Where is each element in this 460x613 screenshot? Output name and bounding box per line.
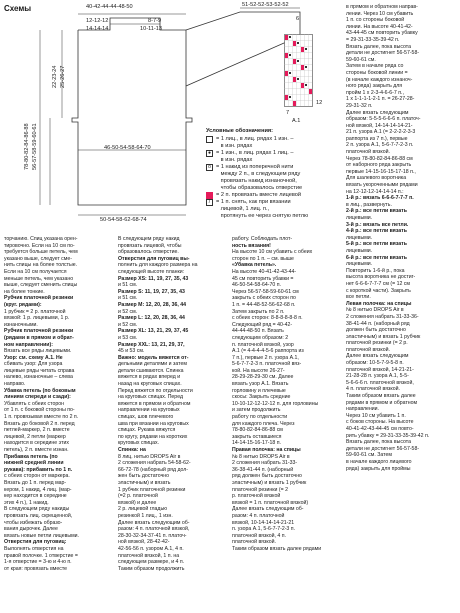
text-line: спицах, шов плечевого xyxy=(118,414,174,421)
text-line: Прибавка петель (по xyxy=(4,453,58,460)
text-line: с обеих сторон: 8-8-8-8-8-8 п. xyxy=(232,315,303,322)
text-line: сбивать узор: Для узора xyxy=(4,361,63,368)
text-line: Рубчик платочной резинки xyxy=(4,295,74,302)
text-line: кер находится в середине xyxy=(4,493,67,500)
text-line: Затем в начале ряда со xyxy=(346,63,404,70)
text-line: линии. На высоте 40-41-42- xyxy=(346,23,413,30)
text-line: Размер M: 12, 20, 28, 36, 44 xyxy=(118,301,186,308)
text-line: рядами в прямом и обратном xyxy=(346,399,418,406)
text-line: 78-80-82-84-86-88 см xyxy=(232,427,283,434)
text-line: вания дырочек. Далее xyxy=(4,526,58,533)
text-line: (круг. рядами): xyxy=(4,301,42,308)
text-line: 1 п. = 44-48-52-56-62-68 п. xyxy=(232,301,296,308)
shoulder-label: 12-12-12 xyxy=(86,18,109,24)
text-line: Таким образом вязать далее xyxy=(346,393,416,400)
text-line: 1-й р.: вязать 6-6-6-7-7-7 п. xyxy=(346,195,414,202)
text-line: Вязать до боковой 2 п. перед xyxy=(4,420,75,427)
text-line: Размер S: 11, 19, 27, 35, 43 xyxy=(118,288,185,295)
text-line: раппорта из 7 п.), первые xyxy=(346,135,408,142)
knit-symbol-icon xyxy=(206,136,213,143)
text-line: кой. На высоте 26-27- xyxy=(232,367,285,374)
neck-drop-label: 8-7-9 xyxy=(148,18,162,24)
text-line: 29-31-32 п. xyxy=(346,102,373,109)
text-line: 8 лиц. нитью DROPS Air в xyxy=(118,453,181,460)
text-line: 5-6-7-7-2-3 п. платочной вяз- xyxy=(232,361,302,368)
text-line: работу. Соблюдать плот- xyxy=(232,236,293,242)
text-line: детали не достигнет 56-57-58- xyxy=(346,445,420,452)
text-line: горловину и плечевые xyxy=(232,387,286,394)
text-line: вязкой = 1 п. платочной вязкой) xyxy=(232,499,309,506)
text-line: изнаночными. xyxy=(4,321,38,328)
text-line: Через 10 см убавить 1 п. xyxy=(346,412,406,419)
text-line: лении. Через 10 см убавить xyxy=(346,10,414,17)
text-line: вяжется в рядах вперед и xyxy=(118,374,181,381)
neck-width-label: 10-11-13 xyxy=(140,26,162,32)
text-line: сторон по 1 п. – см. выше xyxy=(232,255,294,262)
text-line: 1 х 1-1-1-1-2-1 п. = 26-27-28- xyxy=(346,96,415,103)
text-line: 28-29-28-29-30 см. Далее xyxy=(232,374,294,381)
text-line: 43-44-45 см повторить убавку xyxy=(346,30,418,37)
text-line: ряд должен быть достаточно xyxy=(232,473,302,480)
page-title: Схемы xyxy=(4,4,32,13)
text-line: 44-44-48-50 п. Вязать xyxy=(232,328,284,335)
text-column-4 xyxy=(346,4,458,472)
text-column-3 xyxy=(232,236,340,553)
text-line: Спинка: на xyxy=(118,447,146,453)
text-line: 2 п. узора А.1, 5-6-7-7-2-3 п. xyxy=(346,142,414,149)
legend-heading: Условные обозначения: xyxy=(206,128,274,134)
text-line: в лиц., развернуть. xyxy=(346,201,392,208)
text-line: Далее вязать следующим xyxy=(346,109,409,116)
text-line: Левая полочка: на спицы xyxy=(346,300,412,307)
text-line: в начале каждого лицевого xyxy=(346,458,412,465)
text-line: В следующем ряду накид xyxy=(118,236,180,242)
text-line: 1 п. провязывая вместе по 2 п. xyxy=(4,414,79,421)
text-line: ной вязкой, 28-42-42- xyxy=(118,539,170,546)
text-line: правой полочке. 1 отверстие = xyxy=(4,552,78,559)
edge-label: 6 xyxy=(296,16,300,22)
legend-item: o = 1 накид из поперечной нити между 2 п., в следующем ряду провязать накид изнаночной, чтобы образовалось отверстие xyxy=(206,164,346,192)
text-line: лицевые ряды читать справа xyxy=(4,367,75,374)
text-line: нить спицы на более толстые. xyxy=(4,262,78,269)
text-line: лицевыми. xyxy=(346,247,373,254)
text-line: В следующем ряду накиды xyxy=(4,506,70,513)
text-line: 10-10-12-12-12-12 п. для горловины xyxy=(232,400,319,407)
length-label: 78-80-82-84-86-88 xyxy=(24,123,30,170)
text-line: и 53 см. xyxy=(118,334,138,341)
text-line: для каждого плеча. Через xyxy=(232,420,295,427)
chart-a1 xyxy=(284,34,314,108)
text-line: Вязать далее, пока высота xyxy=(346,43,411,50)
text-line: 1-я отверстие = 3-ю и 4-ю п. xyxy=(4,559,72,566)
text-line: 45 и 53 см. xyxy=(118,348,145,355)
top-width-label: 40-42-44-44-48-50 xyxy=(86,4,133,10)
text-line: 7 п.), первые 2 п. узора А.1, xyxy=(232,354,299,361)
text-line: Рубчик платочной резинки xyxy=(4,328,74,335)
text-line: п. платочной вязкой, узор xyxy=(232,341,294,348)
text-line: работу по отдельности xyxy=(232,414,288,421)
text-line: ного ряда) закрыть для xyxy=(346,83,403,90)
text-line: Через 56-57-58-59-60-61 см xyxy=(232,288,299,295)
text-line: 46-50-54-58-64-70 п. xyxy=(232,282,281,289)
text-line: закрыть с обеих сторон по xyxy=(232,295,296,302)
body-outline xyxy=(72,18,192,205)
text-line: Вязать далее, пока высота xyxy=(346,439,411,446)
text-line: № 8 нитью DROPS Air в xyxy=(346,307,404,314)
text-line: с короткой части). Закрыть xyxy=(346,287,411,294)
text-line: Выполнять отверстия на xyxy=(4,545,64,552)
text-line: тировочно. Если на 10 см по- xyxy=(4,242,75,249)
text-line: кером, 1 накид, 4 лиц. (мар- xyxy=(4,486,72,493)
yarn-over-symbol-icon: o xyxy=(206,164,213,171)
text-line: и 52 см. xyxy=(118,308,138,315)
text-line: ной вязкой, 14-14-14-14-21- xyxy=(346,122,413,129)
text-line: в прямом и обратном направ- xyxy=(346,4,418,10)
text-line: 5-6-6-6 п. платочной вязкой, xyxy=(346,379,414,386)
text-line: на 12-12-12-14-14-14 п.: xyxy=(346,188,404,195)
text-line: дельными деталями и затем xyxy=(118,361,187,368)
text-line: 59-60-61 см. Затем xyxy=(346,452,392,459)
text-line: лицевыми. xyxy=(346,215,373,221)
text-line: На высоте 10 см убавить с обеих xyxy=(232,249,313,256)
text-line: круговых спицах. xyxy=(118,440,160,447)
text-line: платочной резинки (= 2 xyxy=(232,486,288,493)
text-line: 21 п. узора А.1 (= 2-2-2-2-3-3 xyxy=(346,129,416,136)
legend-item: = 2 п. провязать вместе лицевой xyxy=(206,192,346,199)
chart-col-count: 7 xyxy=(286,110,290,116)
text-line: первые 14-15-16-15-17-18 п., xyxy=(346,168,416,175)
text-line: по кругу, рядами на коротких xyxy=(118,433,188,440)
text-line: указано выше, следует сме- xyxy=(4,255,72,262)
text-line: Далее вязать следующим об- xyxy=(118,519,190,526)
text-line: требуется больше петель, чем xyxy=(4,249,78,256)
text-line: закрыть оставшиеся xyxy=(232,433,282,440)
text-line: 6-й р.: все петли вязать xyxy=(346,254,407,261)
text-line: находится в середине этих xyxy=(4,440,69,447)
text-line: 66-72-78 (наборный ряд дол- xyxy=(118,466,189,473)
text-line: 40-41-42-43-44-45 см повто- xyxy=(346,426,414,432)
text-line: Далее вязать следующим об- xyxy=(232,506,304,513)
text-line: платочной вязкой. xyxy=(346,346,390,353)
text-line: 28-30-32-34-37-41 п. платоч- xyxy=(118,532,187,539)
text-line: провязать лиц. скрещенной, xyxy=(4,512,73,519)
text-line: рить убавку = 29-31-33-35-39-42 п. xyxy=(346,432,430,439)
text-line: Размер XXL: 13, 21, 29, 37, xyxy=(118,341,185,348)
text-line: образом: 5-5-5-6-6-6 п. платоч- xyxy=(346,116,421,123)
text-line: от 1 п. с боковой стороны по- xyxy=(4,407,75,414)
text-line: платочной вязкой. xyxy=(346,149,390,156)
text-line: Убавлять с обеих сторон xyxy=(4,400,64,407)
text-column-2 xyxy=(118,236,226,572)
text-line: Через 78-80-82-84-86-88 см xyxy=(346,155,413,162)
armhole-label: 22-23-24 xyxy=(52,65,58,88)
text-line: Вязать до 1 п. перед мар- xyxy=(4,479,67,486)
text-line: с обеих сторон от маркера. xyxy=(4,473,70,480)
text-line: вязкой, 10-14-14-14-21-21 xyxy=(232,519,295,526)
text-line: 42-56-56 п. узором А.1, 4 п. xyxy=(118,545,184,552)
text-line: 45 см повторить убавки = xyxy=(232,275,294,282)
text-line: лицевыми. xyxy=(346,261,373,268)
text-line: налево, изнаночные – слева xyxy=(4,374,73,381)
text-line: платочной вязкой. xyxy=(232,539,276,546)
text-line: 14-14-15-16-17-18 п. xyxy=(232,440,281,447)
text-line: Таким образом вязать далее рядами xyxy=(232,545,322,552)
text-line: п. узора А.1, 5-6-7-7-2-3 п. xyxy=(232,526,296,533)
text-line: Отверстия для пуговиц: xyxy=(4,539,67,546)
text-line: 1 п. со стороны боковой xyxy=(346,17,405,24)
text-line: 2 сложения набрать 31-33-36- xyxy=(346,313,419,320)
text-line: вязкой: 1 р. лицевыми, 1 р. xyxy=(4,315,70,322)
k2tog-symbol-icon xyxy=(206,192,213,199)
text-line: 4 п. платочной вязкой. xyxy=(346,386,400,393)
text-line: A.1 (= 4-4-4-4-5-6 раппорта из xyxy=(232,348,304,355)
text-line: назад на круговых спицах. xyxy=(118,381,182,388)
legend xyxy=(206,128,346,220)
text-line: 2 р. лицевой гладью xyxy=(118,506,168,513)
text-line: детали сшиваются. Спинка xyxy=(118,367,184,374)
text-line: Перед вяжется по отдельности xyxy=(118,387,193,394)
text-line: образовалось отверстие. xyxy=(118,249,179,256)
text-line: платочной вязкой, 4 п. xyxy=(232,532,286,539)
text-line: Размер XL: 13, 21, 29, 37, 45 xyxy=(118,328,189,335)
text-line: жен быть достаточно xyxy=(118,473,170,480)
legend-item: ● = 1 изн., в лиц. рядах 1 лиц. – в изн. рядах xyxy=(207,150,294,163)
text-line: от края: провязать вместе xyxy=(4,565,68,572)
text-line: ность вязания! xyxy=(232,242,271,249)
text-line: пройм 1 х 2-3-4-6-6-7 п., xyxy=(346,89,404,96)
text-line: направлении на круговых xyxy=(118,407,180,414)
text-line: чтобы избежать образо- xyxy=(4,519,63,526)
text-line: петель), 2 п. вместе изнан. xyxy=(4,447,69,453)
text-line: эластичным) и вязать xyxy=(118,479,171,486)
text-line: 5-й р.: все петли вязать xyxy=(346,241,407,248)
legend-item: / = 1 п. снять, как при вязании лицевой, 1 лиц. п., протянуть ее через снятую петлю xyxy=(206,199,346,220)
text-line: рукава): прибавить по 1 п. xyxy=(4,466,73,473)
text-line: вязать новые петли лицевыми. xyxy=(4,532,79,539)
shoulder-label-2: 14-14-14 xyxy=(86,26,109,32)
text-line: 2-й р.: все петли вязать xyxy=(346,208,407,215)
text-line: 1 рубчик = 2 р. платочной xyxy=(4,308,66,315)
text-line: р. платочной вязкой xyxy=(232,493,281,500)
text-line: платочной вязкой, 1 п. на xyxy=(118,552,180,559)
text-line: Вязать все ряды лицевыми. xyxy=(4,348,72,355)
text-line: Правая полочка: на спицы xyxy=(232,447,301,453)
sleeve-top-label: 51-52-52-53-52-52 xyxy=(242,2,289,8)
text-line: следующим образом: 2 xyxy=(232,334,289,341)
sleeve-outline xyxy=(186,12,300,86)
text-line: нет 6-6-6-7-7-7 см (= 12 см xyxy=(346,280,410,287)
armhole-label-2: 25-26-27 xyxy=(60,65,66,88)
text-line: (в начале каждого изнаноч- xyxy=(346,76,413,83)
text-line: следующей высоте планки: xyxy=(118,268,185,275)
text-line: с боков стороны. На высоте xyxy=(346,419,414,426)
text-line: ряда) закрыть для проймы xyxy=(346,465,411,472)
text-line: (рядами в прямом и обрат- xyxy=(4,334,74,341)
text-line: Следующий ряд = 40-42- xyxy=(232,321,293,328)
text-line: направлении. xyxy=(346,406,379,413)
text-line: «Убавка петель». xyxy=(232,262,277,269)
text-line: Повторить 1-6-й р., пока xyxy=(346,267,405,274)
text-line: 21-28-28 п. узора А.1, 5-5- xyxy=(346,373,409,380)
text-line: петлей-маркер, 2 п. вместе xyxy=(4,427,70,434)
text-line: от наборного ряда закрыть xyxy=(346,162,412,169)
text-line: 38-41-44 п. (наборный ряд xyxy=(346,320,410,327)
text-line: лицевой, 2 петли (маркер xyxy=(4,433,66,440)
purl-symbol-icon: ● xyxy=(207,150,212,156)
text-line: Размер L: 12, 20, 28, 36, 44 xyxy=(118,315,185,322)
text-line: и затем продолжить xyxy=(232,407,281,414)
text-line: скосы: Закрыть средние xyxy=(232,394,291,401)
text-line: направо. xyxy=(4,381,26,388)
text-line: 59-60-61 см. xyxy=(346,56,376,63)
text-line: и 51 см. xyxy=(118,295,138,302)
text-line: На высоте 40-41-42-43-44- xyxy=(232,268,297,275)
text-line: должен быть достаточно xyxy=(346,327,406,334)
text-line: платочной вязкой, 14-21-21- xyxy=(346,366,414,373)
text-line: 36-38-41-44 п. (наборный xyxy=(232,466,294,473)
text-line: ном направлении): xyxy=(4,341,53,348)
text-line: Убавка петель (по боковым xyxy=(4,387,76,394)
text-line: шва при вязании на круговых xyxy=(118,420,189,427)
text-line: следующем размере, и 4 п. xyxy=(118,559,185,566)
text-line: вяжется в прямом и обратном xyxy=(118,400,191,407)
chart-row-count: 12 xyxy=(316,100,323,106)
text-line: разом: 4 п. платочной вязкой, xyxy=(118,526,190,533)
text-line: резинкой 1 лиц., 1 изн. xyxy=(118,512,173,519)
text-line: Отверстия для пуговиц вы- xyxy=(118,255,190,262)
text-line: этих 4 п.), 1 накид. xyxy=(4,499,49,506)
text-line: лицевыми. xyxy=(346,234,373,241)
text-line: Узор: см. схему А.1. Не xyxy=(4,354,63,361)
text-line: и 51 см. xyxy=(118,282,138,289)
skp-symbol-icon: / xyxy=(206,199,213,206)
text-line: Затем закрыть по 2 п. xyxy=(232,308,285,315)
text-line: 4-й р.: все петли вязать xyxy=(346,228,407,235)
text-line: Размер XS: 11, 19, 27, 35, 43 xyxy=(118,275,189,282)
text-line: выше, следует сменить спицы xyxy=(4,282,78,289)
text-line: торчанию. Спиц указана орен- xyxy=(4,236,78,242)
text-line: 2 сложения набрать 31-33- xyxy=(232,460,298,467)
legend-item: = 1 лиц., в лиц. рядах 1 изн. – в изн. рядах xyxy=(206,136,346,150)
text-line: 1 рубчик платочной резинки xyxy=(118,486,186,493)
chart-name: A.1 xyxy=(292,118,301,124)
text-line: стороны боковой линии = xyxy=(346,69,408,76)
text-line: спицах. Рукава вяжутся xyxy=(118,427,176,434)
text-line: детали не достигнет 56-57-58- xyxy=(346,50,420,57)
text-line: вязать укороченными рядами xyxy=(346,182,418,189)
text-line: нижней средней линии xyxy=(4,460,64,467)
text-line: провязать лицевой, чтобы xyxy=(118,242,182,249)
text-line: меньше петель, чем указано xyxy=(4,275,74,282)
text-line: линиям спереди и сзади): xyxy=(4,394,71,401)
text-line: = 29-31-33-35-39-42 п. xyxy=(346,36,400,43)
hip-label: 50-54-58-62-68-74 xyxy=(100,217,147,223)
text-line: Если на 10 см получается xyxy=(4,268,67,275)
text-line: Таким образом продолжить xyxy=(118,565,185,572)
text-line: платочной резинки (= 2 р. xyxy=(346,340,408,347)
text-line: образом: 10-5-7-9-5-8 п. xyxy=(346,360,404,367)
text-line: эластичным) и вязать 1 рубчик xyxy=(346,333,421,340)
text-column-1 xyxy=(4,236,112,572)
text-line: полнить для каждого размера на xyxy=(118,262,198,269)
text-line: 3-й р.: вязать все петли. xyxy=(346,221,409,228)
text-line: вязкой) и далее xyxy=(118,499,157,506)
text-line: Для шалевого воротника xyxy=(346,175,407,182)
length-label-2: 56-57-58-59-60-61 xyxy=(32,123,38,170)
text-line: (=2 р. платочной xyxy=(118,493,158,500)
text-line: высота воротника не достиг- xyxy=(346,274,416,281)
text-line: № 8 нитью DROPS Air в xyxy=(232,453,290,460)
text-line: все петли. xyxy=(346,294,371,301)
text-line: на более тонкие. xyxy=(4,288,45,295)
text-line: Далее вязать следующим xyxy=(346,353,409,360)
bust-label: 46-50-54-58-64-70 xyxy=(104,145,151,151)
text-line: Важно: модель вяжется от- xyxy=(118,354,189,361)
text-line: эластичным) и вязать 1 рубчик xyxy=(232,479,307,486)
text-line: 2 сложения набрать 54-58-62- xyxy=(118,460,191,467)
text-line: на круговых спицах. Перед xyxy=(118,394,183,401)
text-line: и 52 см. xyxy=(118,321,138,328)
text-line: вязать узор А.1. Вязать xyxy=(232,381,289,388)
text-line: разом: 4 п. платочной xyxy=(232,512,285,519)
